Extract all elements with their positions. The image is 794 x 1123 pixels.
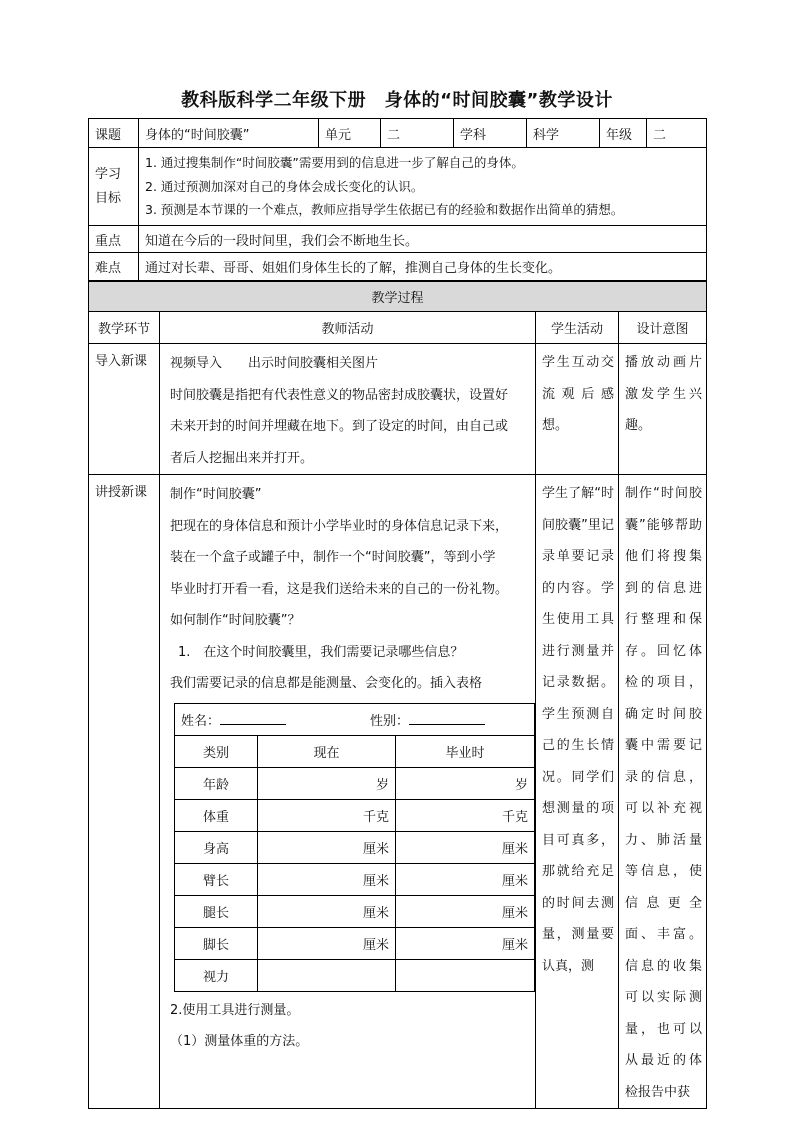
key-point: 知道在今后的一段时间里，我们会不断地生长。 bbox=[139, 226, 707, 253]
new-design-intent bbox=[619, 475, 707, 1109]
header-intent: 设计意图 bbox=[619, 312, 707, 344]
row-now-unit: 厘米 bbox=[258, 895, 396, 927]
record-header-grad: 毕业时 bbox=[396, 735, 535, 767]
table-row bbox=[175, 767, 535, 799]
key-label: 重点 bbox=[89, 226, 139, 253]
text-line: 2.使用工具进行测量。 bbox=[170, 1002, 300, 1018]
grade-value: 二 bbox=[647, 119, 707, 148]
row-item: 体重 bbox=[175, 799, 258, 831]
teaching-process-table bbox=[88, 281, 707, 1109]
unit-value: 二 bbox=[381, 119, 454, 148]
table-row bbox=[175, 799, 535, 831]
text-line: 把现在的身体信息和预计小学毕业时的身体信息记录下来， bbox=[170, 518, 509, 534]
text-line: 如何制作“时间胶囊”？ bbox=[170, 613, 301, 628]
header-teacher: 教师活动 bbox=[160, 312, 536, 344]
gender-blank bbox=[409, 724, 485, 725]
row-item: 视力 bbox=[175, 959, 258, 991]
intro-design-intent bbox=[619, 344, 707, 475]
learning-goals bbox=[139, 148, 707, 226]
row-now-unit: 千克 bbox=[258, 799, 396, 831]
row-item: 年龄 bbox=[175, 767, 258, 799]
student-text: 学生互动交流观后感想。 bbox=[542, 355, 614, 433]
record-header-category: 类别 bbox=[175, 735, 258, 767]
goal-item: 3. 预测是本节课的一个难点，教师应指导学生依据已有的经验和数据作出简单的猜想。 bbox=[145, 202, 624, 218]
table-row bbox=[175, 895, 535, 927]
text-line: 毕业时打开看一看，这是我们送给未来的自己的一份礼物。 bbox=[170, 581, 509, 597]
text-line: （1）测量体重的方法。 bbox=[170, 1034, 309, 1049]
goals-label: 学习目标 bbox=[89, 148, 139, 226]
row-item: 身高 bbox=[175, 831, 258, 863]
row-grad-unit bbox=[396, 959, 535, 991]
header-student: 学生活动 bbox=[536, 312, 619, 344]
header-stage: 教学环节 bbox=[89, 312, 160, 344]
table-row bbox=[175, 863, 535, 895]
topic-label: 课题 bbox=[89, 119, 139, 148]
unit-label: 单元 bbox=[319, 119, 381, 148]
row-now-unit: 厘米 bbox=[258, 927, 396, 959]
row-now-unit: 厘米 bbox=[258, 831, 396, 863]
new-student-activity bbox=[536, 475, 619, 1109]
gender-label: 性别： bbox=[370, 713, 410, 729]
student-text: 学生了解“时间胶囊”里记录单要记录的内容。学生使用工具进行测量并记录数据。学生预测自己的生长情况。同学们想测量的项目可真多，那就给充足的时间去测量，测量要认真，测 bbox=[542, 486, 614, 974]
grade-label: 年级 bbox=[600, 119, 647, 148]
intro-teacher-activity bbox=[160, 344, 536, 475]
text-line: 我们需要记录的信息都是能测量、会变化的。插入表格 bbox=[170, 676, 483, 691]
text-line: 未来开封的时间并埋藏在地下。到了设定的时间，由自己或 bbox=[170, 419, 509, 434]
topic-value: 身体的“时间胶囊” bbox=[139, 119, 319, 148]
row-item: 脚长 bbox=[175, 927, 258, 959]
new-teacher-activity bbox=[160, 475, 536, 1109]
row-grad-unit: 厘米 bbox=[396, 927, 535, 959]
text-line: 制作“时间胶囊” bbox=[170, 487, 262, 502]
row-grad-unit: 岁 bbox=[396, 767, 535, 799]
name-label: 姓名： bbox=[181, 713, 221, 729]
row-now-unit: 岁 bbox=[258, 767, 396, 799]
lesson-info-table bbox=[88, 118, 707, 281]
record-table bbox=[174, 703, 535, 992]
row-grad-unit: 厘米 bbox=[396, 863, 535, 895]
difficulty-label: 难点 bbox=[89, 253, 139, 281]
row-now-unit bbox=[258, 959, 396, 991]
text-line: 时间胶囊是指把有代表性意义的物品密封成胶囊状，设置好 bbox=[170, 387, 509, 403]
difficulty-point: 通过对长辈、哥哥、姐姐们身体生长的了解，推测自己身体的生长变化。 bbox=[139, 253, 707, 281]
table-row bbox=[175, 927, 535, 959]
intent-text: 制作“时间胶囊”能够帮助他们将搜集到的信息进行整理和保存。回忆体检的项目，确定时间胶囊中需要记录的信息，可以补充视力、肺活量等信息，使信息更全面、丰富。信息的收集可以实际测量，也可以从最近的体检报告中获 bbox=[625, 486, 703, 1100]
row-grad-unit: 厘米 bbox=[396, 895, 535, 927]
subject-label: 学科 bbox=[454, 119, 527, 148]
row-item: 腿长 bbox=[175, 895, 258, 927]
goal-item: 1. 通过搜集制作“时间胶囊”需要用到的信息进一步了解自己的身体。 bbox=[145, 155, 524, 171]
table-row bbox=[175, 831, 535, 863]
text-line: 装在一个盒子或罐子中，制作一个“时间胶囊”，等到小学 bbox=[170, 550, 496, 565]
goal-item: 2. 通过预测加深对自己的身体会成长变化的认识。 bbox=[145, 178, 424, 194]
text-line: 视频导入 出示时间胶囊相关图片 bbox=[170, 356, 379, 371]
row-grad-unit: 厘米 bbox=[396, 831, 535, 863]
name-blank bbox=[220, 724, 286, 725]
row-grad-unit: 千克 bbox=[396, 799, 535, 831]
intro-student-activity bbox=[536, 344, 619, 475]
document-title: 教科版科学二年级下册 身体的“时间胶囊”教学设计 bbox=[181, 90, 613, 111]
record-name-gender bbox=[175, 703, 535, 735]
process-band: 教学过程 bbox=[89, 282, 707, 312]
stage-intro: 导入新课 bbox=[89, 344, 160, 475]
text-line: 1. 在这个时间胶囊里，我们需要记录哪些信息？ bbox=[178, 644, 464, 660]
table-row bbox=[175, 959, 535, 991]
stage-new: 讲授新课 bbox=[89, 475, 160, 1109]
intent-text: 播放动画片激发学生兴趣。 bbox=[625, 355, 703, 433]
subject-value: 科学 bbox=[527, 119, 600, 148]
row-item: 臂长 bbox=[175, 863, 258, 895]
text-line: 者后人挖掘出来并打开。 bbox=[170, 450, 314, 466]
record-header-now: 现在 bbox=[258, 735, 396, 767]
row-now-unit: 厘米 bbox=[258, 863, 396, 895]
